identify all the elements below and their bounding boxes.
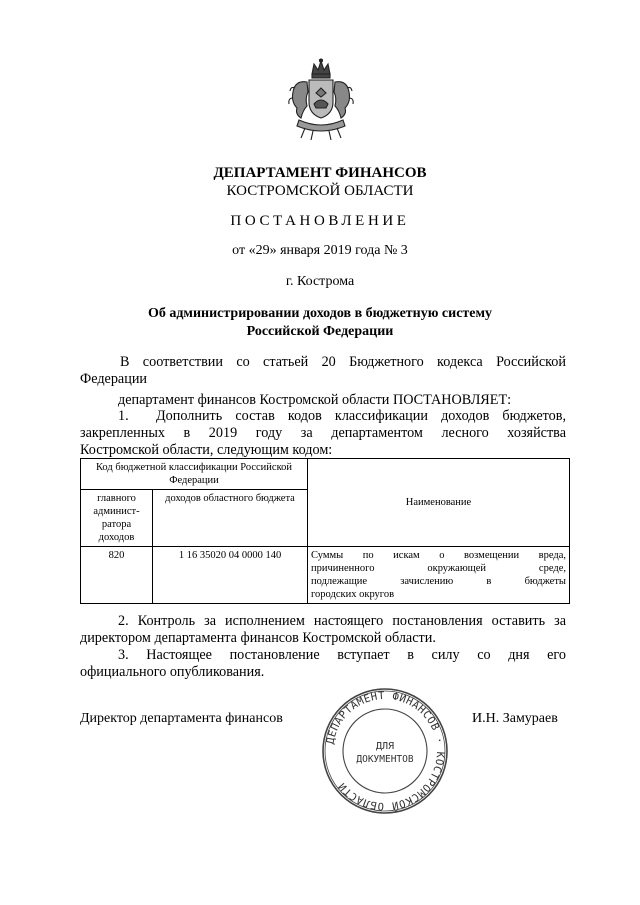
stamp-seal <box>320 686 450 816</box>
document-city: г. Кострома <box>285 274 355 289</box>
stamp-inner-line-2: ДОКУМЕНТОВ <box>356 754 414 765</box>
table-header-budget: доходов областного бюджета <box>153 490 308 547</box>
subject-line-1: Об администрировании доходов в бюджетную систему <box>147 306 493 321</box>
paragraph-2: департамент финансов Костромской области ПОСТАНОВЛЯЕТ: <box>118 392 512 408</box>
paragraph-4-line-1: 2. Контроль за исполнением настоящего постановления оставить за <box>118 613 566 629</box>
table-header-name: Наименование <box>308 459 570 547</box>
paragraph-3-line-3: Костромской области, следующим кодом: <box>80 442 333 458</box>
table-group-header: Код бюджетной классификации Российской Федерации <box>81 459 308 490</box>
document-date-number: от «29» января 2019 года № 3 <box>232 243 408 258</box>
table-cell-admin-code: 820 <box>81 547 153 604</box>
department-title: ДЕПАРТАМЕНТ ФИНАНСОВ <box>213 165 427 181</box>
paragraph-4-line-2: директором департамента финансов Костромской области. <box>80 630 436 646</box>
table-cell-name: Суммы по искам о возмещении вреда, причиненного окружающей среде, подлежащие зачислению в бюджеты городских округов <box>308 547 570 604</box>
paragraph-5-line-1: 3. Настоящее постановление вступает в силу со дня его <box>118 647 566 663</box>
coat-of-arms-icon <box>285 58 357 142</box>
document-type: ПОСТАНОВЛЕНИЕ <box>230 213 410 229</box>
department-region: КОСТРОМСКОЙ ОБЛАСТИ <box>226 183 414 199</box>
subject-line-2: Российской Федерации <box>246 324 394 339</box>
table-cell-budget-code: 1 16 35020 04 0000 140 <box>153 547 308 604</box>
item-text: Дополнить состав кодов классификации доходов бюджетов, <box>156 408 566 424</box>
paragraph-1-line-1: В соответствии со статьей 20 Бюджетного кодекса Российской <box>120 354 566 370</box>
signatory-title: Директор департамента финансов <box>80 711 283 726</box>
stamp-outer-text: ДЕПАРТАМЕНТ ФИНАНСОВ · КОСТРОМСКОЙ ОБЛАСТИ <box>324 689 447 813</box>
table-header-admin: главного админист- ратора доходов <box>81 490 153 547</box>
classification-table <box>80 458 570 604</box>
stamp-inner-line-1: ДЛЯ <box>375 741 395 752</box>
paragraph-5-line-2: официального опубликования. <box>80 664 265 680</box>
item-number: 1. <box>118 408 129 424</box>
signatory-name: И.Н. Замураев <box>472 711 558 726</box>
paragraph-3-line-2: закрепленных в 2019 году за департаментом лесного хозяйства <box>80 425 566 441</box>
table-row <box>81 547 570 604</box>
paragraph-1-line-2: Федерации <box>80 371 148 387</box>
